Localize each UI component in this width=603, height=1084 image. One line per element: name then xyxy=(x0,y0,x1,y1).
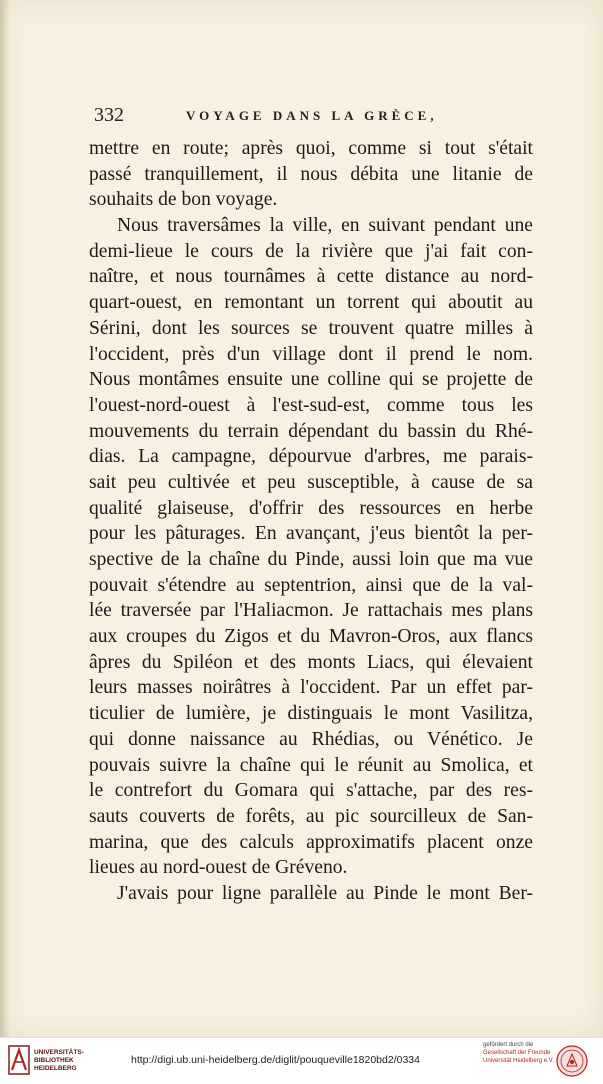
text-line: sait peu cultivée et peu susceptible, à cause de sa xyxy=(89,471,533,493)
university-seal-icon xyxy=(556,1045,588,1077)
text-line: Nous traversâmes la ville, en suivant pendant une xyxy=(117,215,533,237)
university-library-logo-icon xyxy=(8,1045,30,1075)
text-line: pouvait s'étendre au septentrion, ainsi que de la val- xyxy=(89,574,533,596)
text-line: lée traversée par l'Haliacmon. Je rattachais mes plans xyxy=(89,600,533,622)
text-line: pour les pâturages. En avançant, j'eus bientôt la per- xyxy=(89,523,533,545)
text-line: sauts couverts de forêts, au pic sourcilleux de San- xyxy=(89,805,533,827)
text-line: ticulier de lumière, je distinguais le mont Vasilitza, xyxy=(89,703,533,725)
text-line: passé tranquillement, il nous débita une litanie de xyxy=(89,163,533,185)
body-text xyxy=(89,136,533,907)
text-line: l'occident, près d'un village dont il prend le nom. xyxy=(89,343,533,365)
page-header xyxy=(94,104,534,128)
library-name-line: HEIDELBERG xyxy=(34,1065,77,1072)
text-line: dias. La campagne, dépourvue d'arbres, me parais- xyxy=(89,446,533,468)
text-line: marina, que des calculs approximatifs placent onze xyxy=(89,831,533,853)
sponsor-line: Universität Heidelberg e.V. xyxy=(483,1058,554,1064)
sponsor-note xyxy=(483,1041,554,1065)
text-line: qualité glaiseuse, d'offrir des ressources en herbe xyxy=(89,497,533,519)
text-line: demi-lieue le cours de la rivière que j'ai fait con- xyxy=(89,240,533,262)
text-line: mettre en route; après quoi, comme si tout s'était xyxy=(89,138,533,159)
sponsor-line: gefördert durch die xyxy=(483,1042,534,1048)
text-line: souhaits de bon voyage. xyxy=(89,189,278,211)
text-line: qui donne naissance au Rhédias, ou Vénético. Je xyxy=(89,728,533,750)
text-line: l'ouest-nord-ouest à l'est-sud-est, comme tous les xyxy=(89,394,533,416)
text-line: mouvements du terrain dépendant du bassin du Rhé- xyxy=(89,420,533,442)
library-name xyxy=(34,1049,84,1073)
text-line: Nous montâmes ensuite une colline qui se projette de xyxy=(89,369,533,391)
text-line: quart-ouest, en remontant un torrent qui aboutit au xyxy=(89,292,533,314)
digitization-footer xyxy=(0,1037,603,1084)
page-number: 332 xyxy=(94,104,124,126)
text-line: âpres du Spiléon et des monts Liacs, qui élevaient xyxy=(89,651,533,673)
text-line: aux croupes du Zigos et du Mavron-Oros, aux flancs xyxy=(89,626,533,648)
text-line: Sérini, dont les sources se trouvent quatre milles à xyxy=(89,317,533,339)
text-line: pouvais suivre la chaîne qui le réunit au Smolica, et xyxy=(89,754,533,776)
library-name-line: BIBLIOTHEK xyxy=(34,1057,74,1064)
text-line: lieues au nord-ouest de Gréveno. xyxy=(89,857,348,879)
sponsor-line: Gesellschaft der Freunde xyxy=(483,1050,551,1056)
permalink-url[interactable]: http://digi.ub.uni-heidelberg.de/diglit/pouqueville1820bd2/0334 xyxy=(131,1054,420,1066)
running-title: VOYAGE DANS LA GRÈCE, xyxy=(186,108,438,123)
library-name-line: UNIVERSITÄTS- xyxy=(34,1049,84,1056)
text-line: naître, et nous tournâmes à cette distance au nord- xyxy=(89,266,533,288)
page-spine-shadow xyxy=(0,0,10,1037)
text-line: leurs masses noirâtres à l'occident. Par un effet par- xyxy=(89,677,533,699)
text-line: J'avais pour ligne parallèle au Pinde le mont Ber- xyxy=(117,882,533,904)
text-line: le contrefort du Gomara qui s'attache, par des res- xyxy=(89,780,533,802)
text-line: spective de la chaîne du Pinde, aussi loin que ma vue xyxy=(89,549,533,570)
